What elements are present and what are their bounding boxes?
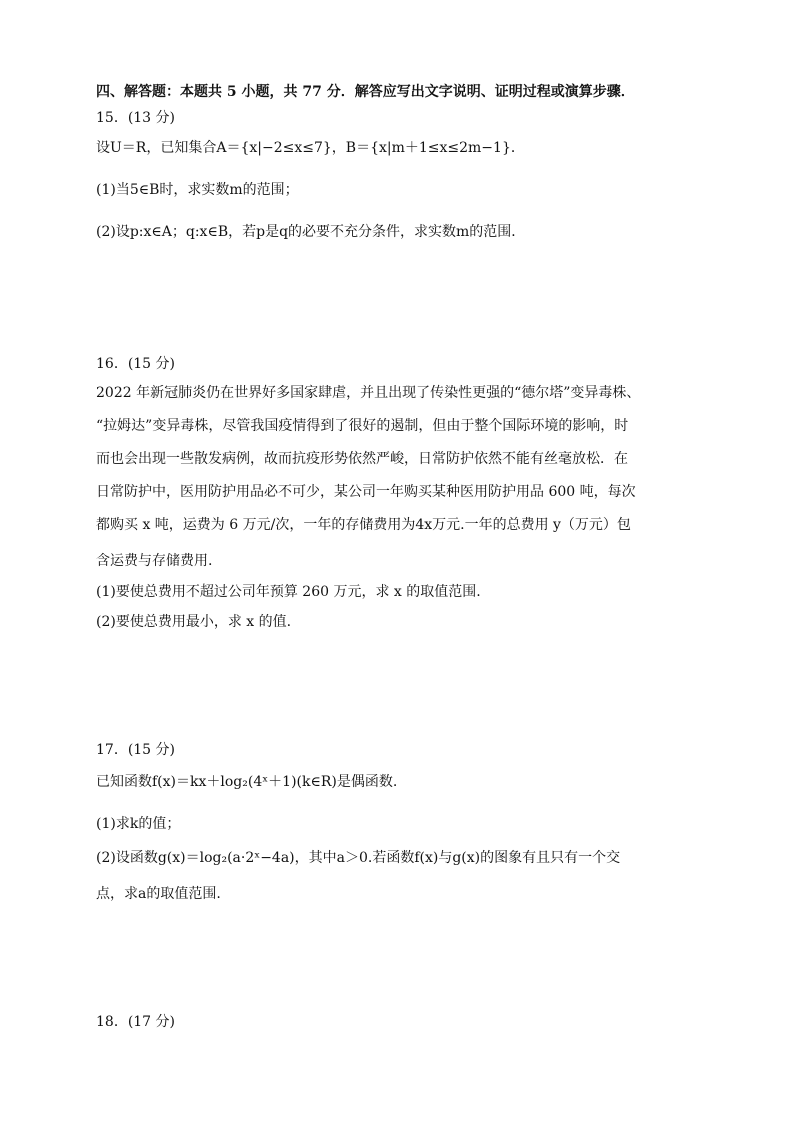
q16-line-3: 而也会出现一些散发病例，故而抗疫形势依然严峻，日常防护依然不能有丝毫放松．在 <box>96 451 628 467</box>
q16-part2: (2)要使总费用最小，求 x 的值. <box>96 614 292 630</box>
q17-stem: 已知函数f(x)＝kx＋log₂(4ˣ＋1)(k∈R)是偶函数. <box>96 774 398 790</box>
q15-number: 15．(13 分) <box>96 110 176 126</box>
section-header: 四、解答题：本题共 5 小题，共 77 分．解答应写出文字说明、证明过程或演算步骤． <box>96 84 635 100</box>
q16-line-1: 2022 年新冠肺炎仍在世界好多国家肆虐，并且出现了传染性更强的“德尔塔”变异毒株、 <box>96 385 641 401</box>
q16-line-4: 日常防护中，医用防护用品必不可少，某公司一年购买某种医用防护用品 600 吨，每次 <box>96 484 636 500</box>
q15-part2: (2)设p:x∈A；q:x∈B，若p是q的必要不充分条件，求实数m的范围． <box>96 224 526 240</box>
q16-line-2: “拉姆达”变异毒株，尽管我国疫情得到了很好的遏制，但由于整个国际环境的影响，时 <box>96 418 629 434</box>
q15-stem: 设U＝R，已知集合A＝{x|−2≤x≤7}，B＝{x|m＋1≤x≤2m−1}． <box>96 140 525 156</box>
q17-part2-cont: 点，求a的取值范围. <box>96 886 221 902</box>
q16-part1: (1)要使总费用不超过公司年预算 260 万元，求 x 的取值范围. <box>96 584 481 600</box>
q17-number: 17．(15 分) <box>96 742 176 758</box>
q17-part2: (2)设函数g(x)＝log₂(a·2ˣ−4a)，其中a＞0.若函数f(x)与g(x)的图象有且只有一个交 <box>96 850 621 866</box>
q18-number: 18．(17 分) <box>96 1014 176 1030</box>
q16-number: 16．(15 分) <box>96 356 176 372</box>
q16-line-6: 含运费与存储费用. <box>96 553 213 569</box>
q15-part1: (1)当5∈B时，求实数m的范围； <box>96 182 299 198</box>
q17-part1: (1)求k的值； <box>96 816 181 832</box>
q16-line-5: 都购买 x 吨，运费为 6 万元/次，一年的存储费用为4x万元.一年的总费用 y（万元）包 <box>96 517 631 533</box>
